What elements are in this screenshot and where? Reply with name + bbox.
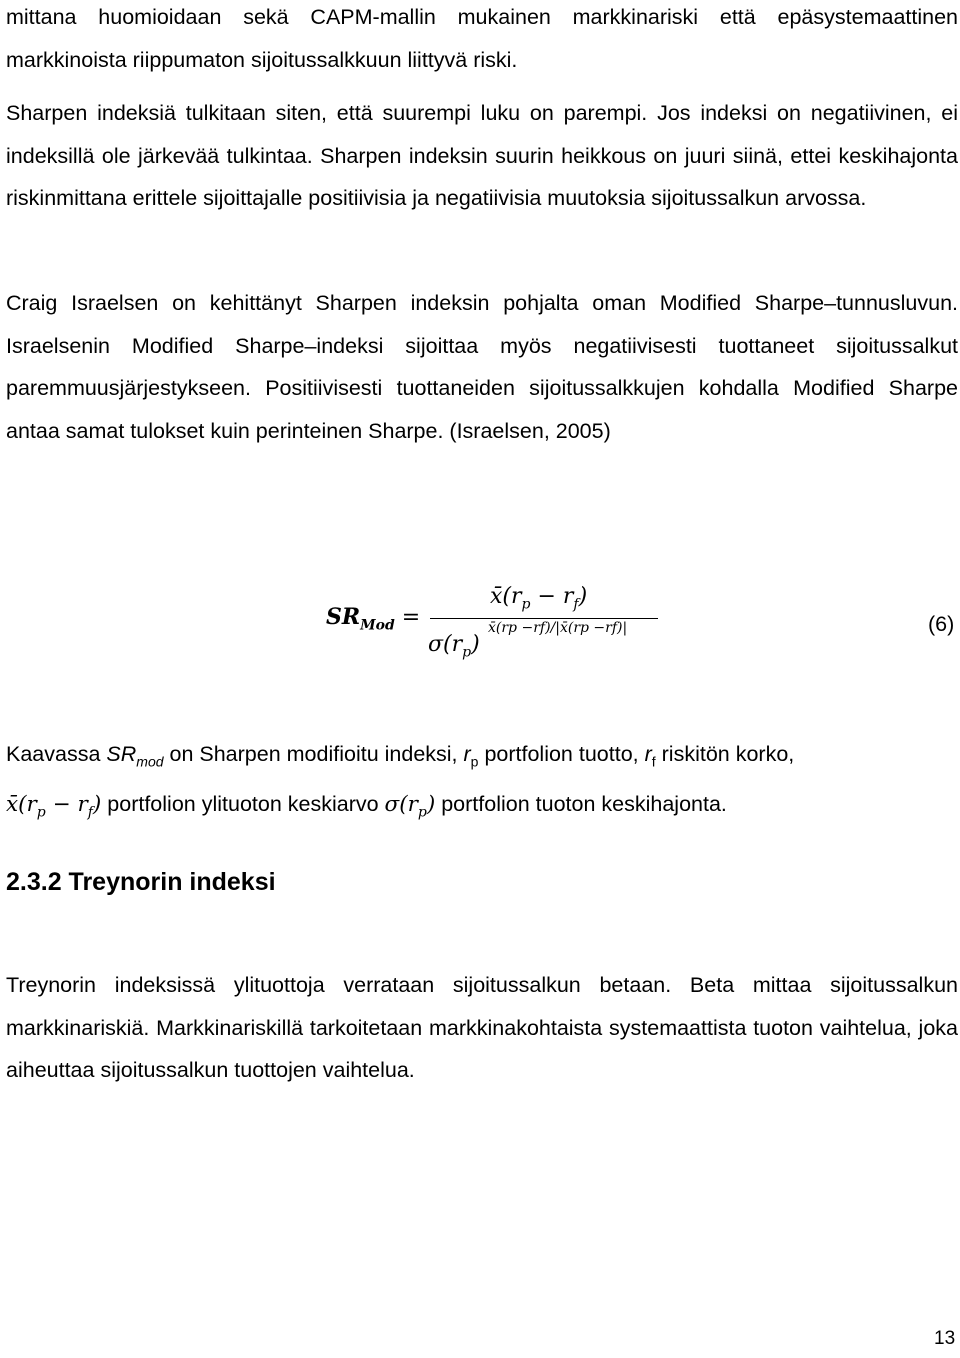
equation-denominator-exponent: x̄(rp −rf)/|x̄(rp −rf)|: [488, 620, 628, 636]
equation-numerator: $x̄(r_p - r_f)$: [490, 584, 588, 613]
equation-number: (6): [928, 612, 955, 636]
fraction-bar: [430, 618, 658, 619]
equation-denominator: $\sigma(r_p)$: [428, 632, 480, 661]
paragraph-modified-sharpe: Craig Israelsen on kehittänyt Sharpen indeksin pohjalta oman Modified Sharpe–tunnusluvun. Israelsenin Modified Sharpe–indeksi sijoittaa myös negatiivisesti tuottaneet sijoitussalkut paremmuusjärjestykseen. Positiivisesti tuottaneiden sijoitussalkkujen kohdalla Modified Sharpe antaa samat tulokset kuin perinteinen Sharpe. (Israelsen, 2005): [6, 291, 958, 443]
section-heading: 2.3.2 Treynorin indeksi: [6, 868, 276, 896]
paragraph-sharpe-interpretation: Sharpen indeksiä tulkitaan siten, että suurempi luku on parempi. Jos indeksi on negatiivinen, ei indeksillä ole järkevää tulkintaa. Sharpen indeksin suurin heikkous on juuri siinä, ettei keskihajonta riskinmittana erittele sijoittajalle positiivisia ja negatiivisia muutoksia sijoitussalkun arvossa.: [6, 101, 958, 210]
paragraph-treynor: Treynorin indeksissä ylituottoja verrataan sijoitussalkun betaan. Beta mittaa sijoitussalkun markkinariskiä. Markkinariskillä tarkoitetaan markkinakohtaista systemaattista tuoton vaihtelua, joka aiheuttaa sijoitussalkun tuottojen vaihtelua.: [6, 973, 958, 1082]
paragraph-formula-explanation: Kaavassa $SR_{mod}$ on Sharpen modifioitu indeksi, $r_p$ portfolion tuotto, $r_f$ riskitön korko, $x̄(r_p - r_f)$ portfolion ylituoton keskiarvo $\sigma(r_p)$ portfolion tuoton keskihajonta.: [6, 742, 795, 821]
equation-lhs: $SR_{Mod}$ =: [326, 604, 421, 634]
page-number: 13: [934, 1328, 956, 1349]
paragraph-capm: mittana huomioidaan sekä CAPM-mallin mukainen markkinariski että epäsystemaattinen markkinoista riippumaton sijoitussalkkuun liittyvä riski.: [6, 5, 958, 72]
